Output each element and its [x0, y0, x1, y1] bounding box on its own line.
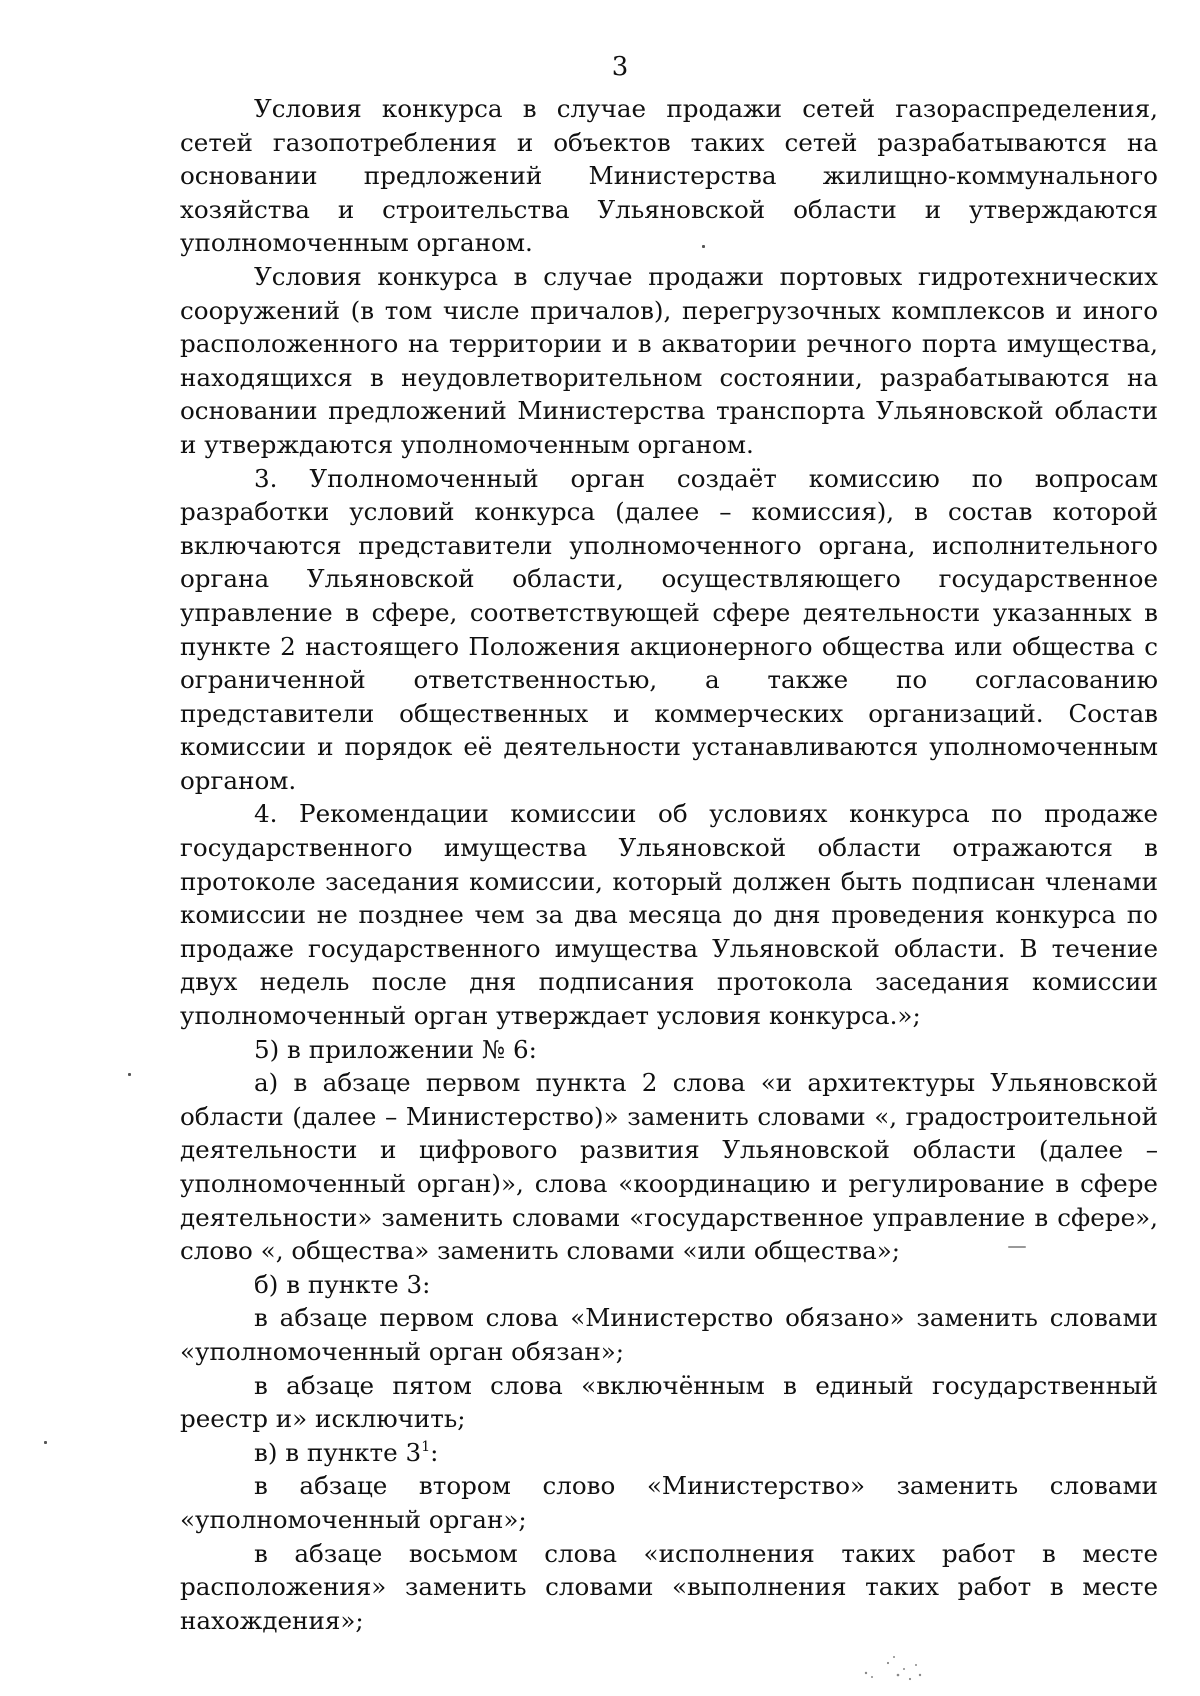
- paragraph-item-3-commission: 3. Уполномоченный орган создаёт комиссию по вопросам разработки условий конкурса (далее – комиссия), в состав которой включаются представители уполномоченного органа, исполнительного органа Ульяновской области, осуществляющего государственное управление в сфере, соответствующей сфере деятельности указанных в пункте 2 настоящего Положения акционерного общества или общества с ограниченной ответственностью, а также по согласованию представители общественных и коммерческих организаций. Состав комиссии и порядок её деятельности устанавливаются уполномоченным органом.: [180, 463, 1158, 795]
- scan-smudge: [858, 1645, 928, 1685]
- paragraph-subitem-v: [180, 1436, 1158, 1470]
- paragraph-subitem-a: а) в абзаце первом пункта 2 слова «и архитектуры Ульяновской области (далее – Министерство)» заменить словами «, градостроительной деятельности и цифрового развития Ульяновской области (далее – уполномоченный орган)», слова «координацию и регулирование в сфере деятельности» заменить словами «государственное управление в сфере», слово «, общества» заменить словами «или общества»;: [180, 1068, 1158, 1266]
- subitem-v-text: в) в пункте 3: [254, 1437, 422, 1467]
- paragraph-abzac-second: в абзаце втором слово «Министерство» заменить словами «уполномоченный орган»;: [180, 1471, 1158, 1534]
- page-number: 3: [611, 52, 629, 82]
- paragraph-abzac-first: в абзаце первом слова «Министерство обязано» заменить словами «уполномоченный орган обязан»;: [180, 1303, 1158, 1366]
- paragraph-gas-networks: Условия конкурса в случае продажи сетей газораспределения, сетей газопотребления и объектов таких сетей разрабатываются на основании предложений Министерства жилищно-коммунального хозяйства и строительства Ульяновской области и утверждаются уполномоченным органом.: [180, 94, 1158, 258]
- scan-speck: [44, 1441, 47, 1444]
- scan-speck: [702, 245, 705, 248]
- paragraph-port-structures: Условия конкурса в случае продажи портовых гидротехнических сооружений (в том числе причалов), перегрузочных комплексов и иного расположенного на территории и в акватории речного порта имущества, находящихся в неудовлетворительном состоянии, разрабатываются на основании предложений Министерства транспорта Ульяновской области и утверждаются уполномоченным органом.: [180, 261, 1158, 459]
- subitem-v-tail: :: [430, 1437, 439, 1467]
- paragraph-appendix-6: 5) в приложении № 6:: [254, 1034, 537, 1064]
- scan-speck: [128, 1073, 131, 1076]
- paragraph-item-4-recommendations: 4. Рекомендации комиссии об условиях конкурса по продаже государственного имущества Ульяновской области отражаются в протоколе заседания комиссии, который должен быть подписан членами комиссии не позднее чем за два месяца до дня проведения конкурса по продаже государственного имущества Ульяновской области. В течение двух недель после дня подписания протокола заседания комиссии уполномоченный орган утверждает условия конкурса.»;: [180, 799, 1158, 1031]
- paragraph-abzac-eighth: в абзаце восьмом слова «исполнения таких работ в месте расположения» заменить словами «выполнения таких работ в месте нахождения»;: [180, 1538, 1158, 1635]
- scan-speck: [1008, 1246, 1026, 1248]
- paragraph-abzac-fifth: в абзаце пятом слова «включённым в единый государственный реестр и» исключить;: [180, 1370, 1158, 1434]
- paragraph-subitem-b: б) в пункте 3:: [254, 1269, 431, 1299]
- subitem-v-superscript: 1: [421, 1438, 431, 1455]
- document-body: [180, 92, 1158, 1637]
